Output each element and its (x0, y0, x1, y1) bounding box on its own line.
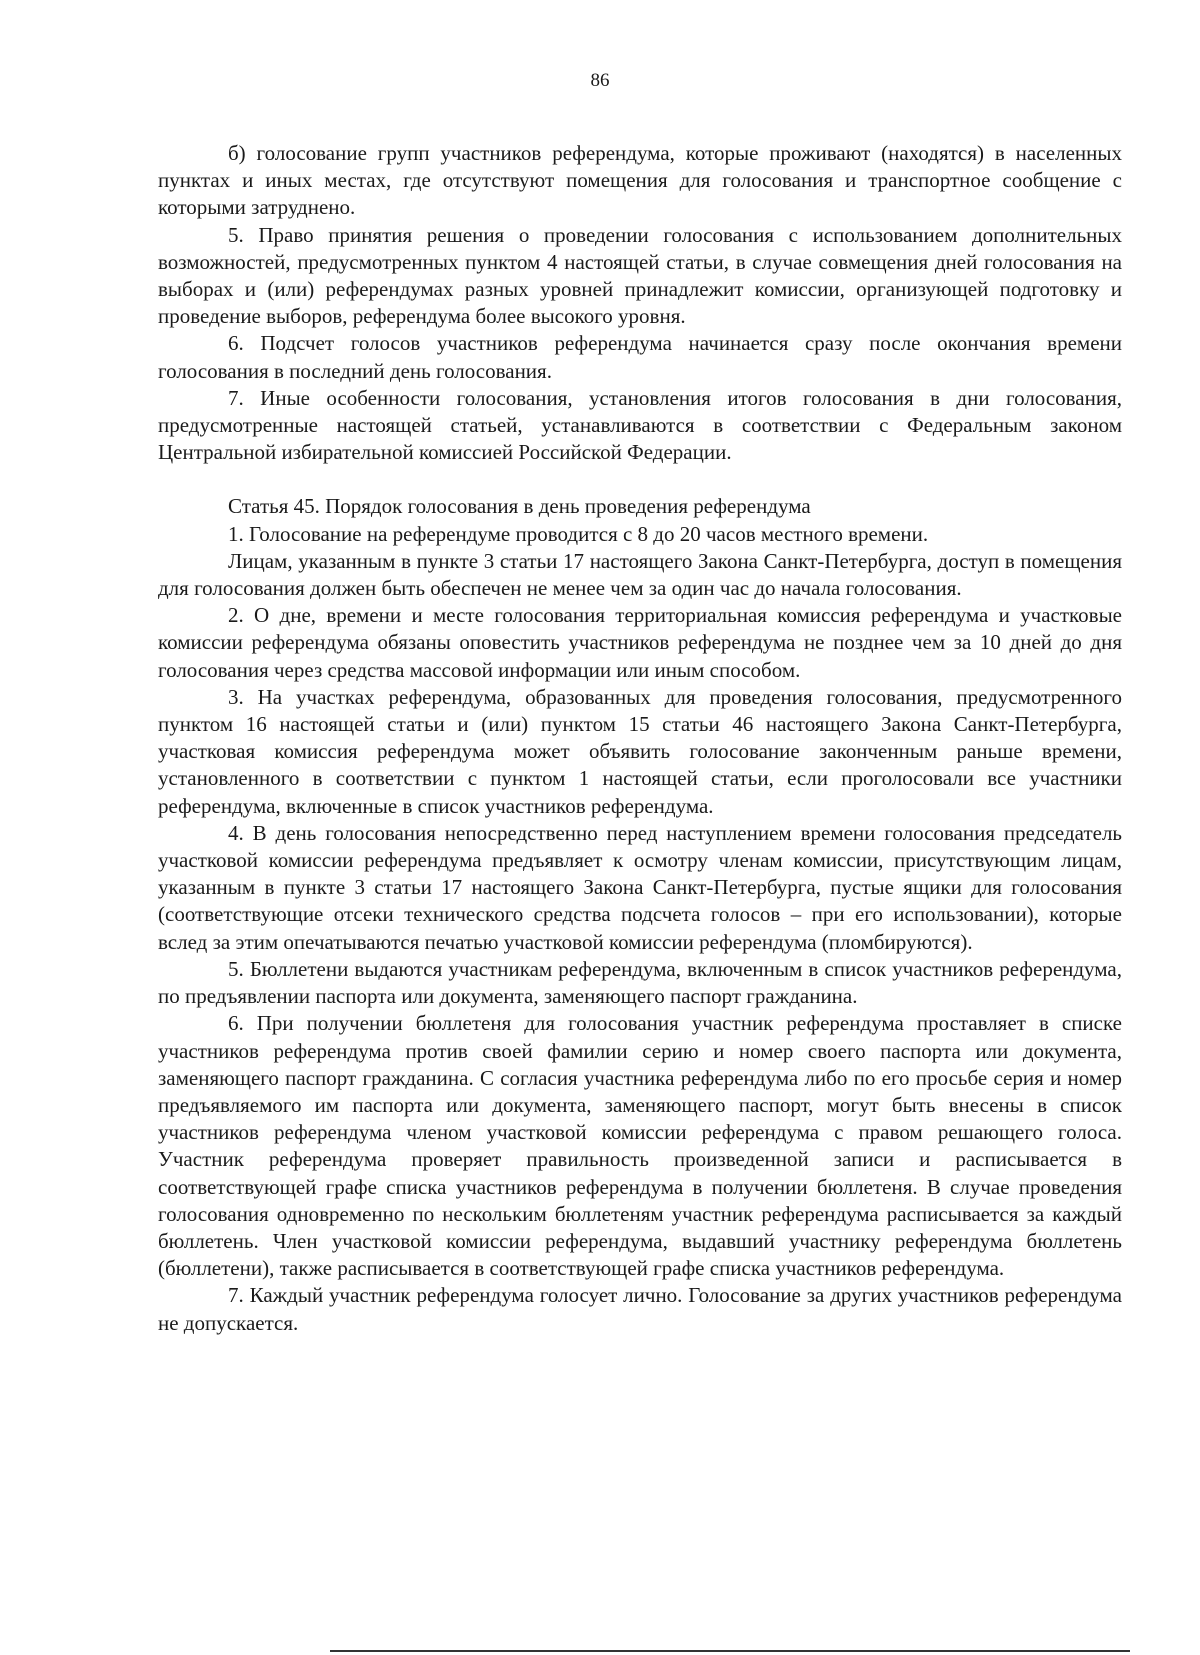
paragraph-45-3: 3. На участках референдума, образованных для проведения голосования, предусмотренного пунктом 16 настоящей статьи и (или) пунктом 15 статьи 46 настоящего Закона Санкт-Петербурга, участковая комиссия референдума может объявить голосование законченным раньше времени, установленного в соответствии с пунктом 1 настоящей статьи, если проголосовали все участники референдума, включенные в список участников референдума. (158, 684, 1122, 818)
paragraph-45-1-access: Лицам, указанным в пункте 3 статьи 17 настоящего Закона Санкт-Петербурга, доступ в помещения для голосования должен быть обеспечен не менее чем за один час до начала голосования. (158, 548, 1122, 601)
paragraph-44-7: 7. Иные особенности голосования, установления итогов голосования в дни голосования, предусмотренные настоящей статьей, устанавливаются в соответствии с Федеральным законом Центральной избирательной комиссией Российской Федерации. (158, 385, 1122, 465)
article-45-heading: Статья 45. Порядок голосования в день проведения референдума (228, 494, 811, 519)
document-body (158, 140, 1122, 1337)
paragraph-45-6: 6. При получении бюллетеня для голосования участник референдума проставляет в списке участников референдума против своей фамилии серию и номер своего паспорта или документа, заменяющего паспорт гражданина. С согласия участника референдума либо по его просьбе серия и номер предъявляемого им паспорта или документа, заменяющего паспорт, могут быть внесены в список участников референдума членом участковой комиссии референдума с правом решающего голоса. Участник референдума проверяет правильность произведенной записи и расписывается в соответствующей графе списка участников референдума в получении бюллетеня. В случае проведения голосования одновременно по нескольким бюллетеням участник референдума расписывается за каждый бюллетень. Член участковой комиссии референдума, выдавший участнику референдума бюллетень (бюллетени), также расписывается в соответствующей графе списка участников референдума. (158, 1011, 1122, 1281)
paragraph-45-4: 4. В день голосования непосредственно перед наступлением времени голосования председатель участковой комиссии референдума предъявляет к осмотру членам комиссии, присутствующим лицам, указанным в пункте 3 статьи 17 настоящего Закона Санкт-Петербурга, пустые ящики для голосования (соответствующие отсеки технического средства подсчета голосов – при его использовании), которые вслед за этим опечатываются печатью участковой комиссии референдума (пломбируются). (158, 820, 1122, 954)
paragraph-45-2: 2. О дне, времени и месте голосования территориальная комиссия референдума и участковые комиссии референдума обязаны оповестить участников референдума не позднее чем за 10 дней до дня голосования через средства массовой информации или иным способом. (158, 603, 1122, 682)
paragraph-45-1: 1. Голосование на референдуме проводится с 8 до 20 часов местного времени. (228, 521, 929, 546)
paragraph-44-6: 6. Подсчет голосов участников референдума начинается сразу после окончания времени голосования в последний день голосования. (158, 331, 1122, 383)
paragraph-voting-groups: б) голосование групп участников референдума, которые проживают (находятся) в населенных пунктах и иных местах, где отсутствуют помещения для голосования и транспортное сообщение с которыми затруднено. (158, 141, 1122, 220)
page-number: 86 (590, 70, 610, 91)
paragraph-45-7: 7. Каждый участник референдума голосует лично. Голосование за других участников референдума не допускается. (158, 1283, 1122, 1335)
bottom-edge-line (330, 1650, 1130, 1652)
paragraph-44-5: 5. Право принятия решения о проведении голосования с использованием дополнительных возможностей, предусмотренных пунктом 4 настоящей статьи, в случае совмещения дней голосования на выборах и (или) референдумах разных уровней принадлежит комиссии, организующей подготовку и проведение выборов, референдума более высокого уровня. (158, 222, 1122, 329)
paragraph-45-5: 5. Бюллетени выдаются участникам референдума, включенным в список участников референдума, по предъявлении паспорта или документа, заменяющего паспорт гражданина. (158, 956, 1122, 1009)
